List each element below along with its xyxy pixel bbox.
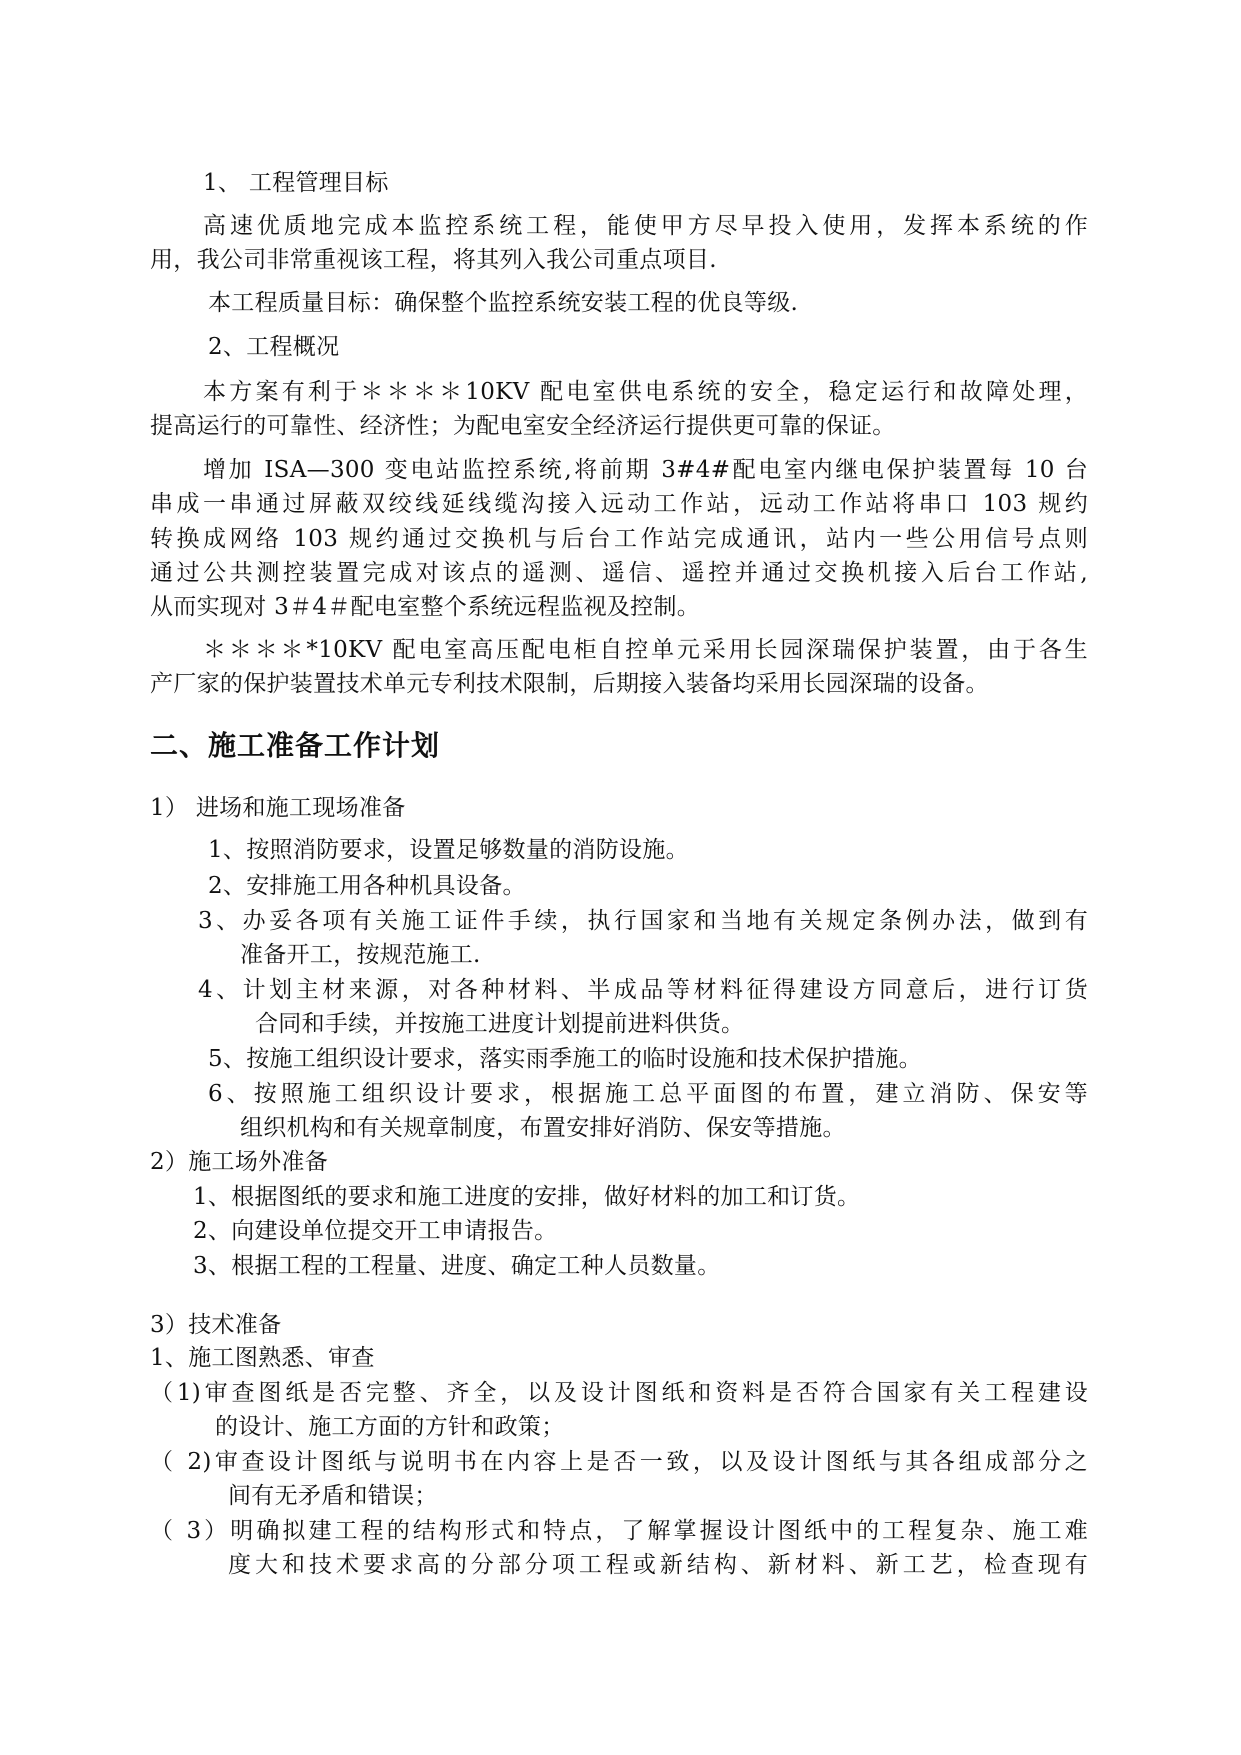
list-item: 2、安排施工用各种机具设备。 [208,873,526,899]
list-item: 5、按施工组织设计要求，落实雨季施工的临时设施和技术保护措施。 [208,1046,922,1072]
item-heading-overview: 2、工程概况 [208,334,340,360]
quality-goal: 本工程质量目标：确保整个监控系统安装工程的优良等级. [208,290,799,316]
list-item-continuation: 合同和手续，并按施工进度计划提前进料供货。 [255,1011,745,1037]
subsection-heading: 2）施工场外准备 [150,1149,329,1175]
item-heading-management-goal: 1、 工程管理目标 [203,170,389,196]
list-item: 3、办妥各项有关施工证件手续，执行国家和当地有关规定条例办法，做到有 [198,908,1088,934]
list-item: 1、施工图熟悉、审查 [150,1345,375,1371]
review-item: （ 2)审查设计图纸与说明书在内容上是否一致，以及设计图纸与其各组成部分之 [150,1449,1088,1475]
list-item: 6、按照施工组织设计要求，根据施工总平面图的布置，建立消防、保安等 [208,1081,1088,1107]
list-item: 1、按照消防要求，设置足够数量的消防设施。 [208,837,689,863]
paragraph-line: 高速优质地完成本监控系统工程，能使甲方尽早投入使用，发挥本系统的作 [203,213,1088,239]
review-item: （1)审查图纸是否完整、齐全，以及设计图纸和资料是否符合国家有关工程建设 [150,1380,1088,1406]
review-item-continuation: 度大和技术要求高的分部分项工程或新结构、新材料、新工艺，检查现有 [228,1552,1088,1578]
paragraph-line: 串成一串通过屏蔽双绞线延线缆沟接入远动工作站，远动工作站将串口 103 规约 [150,491,1088,517]
paragraph-line: 本方案有利于＊＊＊＊10KV 配电室供电系统的安全，稳定运行和故障处理， [203,379,1088,405]
paragraph-line: 转换成网络 103 规约通过交换机与后台工作站完成通讯，站内一些公用信号点则 [150,526,1088,552]
paragraph-line: 从而实现对 3＃4＃配电室整个系统远程监视及控制。 [150,594,701,620]
paragraph-line: 提高运行的可靠性、经济性；为配电室安全经济运行提供更可靠的保证。 [150,413,896,439]
paragraph-line: ＊＊＊＊*10KV 配电室高压配电柜自控单元采用长园深瑞保护装置，由于各生 [203,637,1088,663]
list-item: 3、根据工程的工程量、进度、确定工种人员数量。 [193,1253,721,1279]
paragraph-line: 用，我公司非常重视该工程，将其列入我公司重点项目. [150,247,717,273]
section-title: 二、施工准备工作计划 [150,729,441,762]
subsection-heading: 1） 进场和施工现场准备 [150,795,406,821]
review-item-continuation: 间有无矛盾和错误； [228,1483,438,1509]
review-item-continuation: 的设计、施工方面的方针和政策； [215,1414,565,1440]
list-item: 2、向建设单位提交开工申请报告。 [193,1218,558,1244]
subsection-heading: 3）技术准备 [150,1312,282,1338]
list-item: 4、计划主材来源，对各种材料、半成品等材料征得建设方同意后，进行订货 [198,977,1088,1003]
list-item: 1、根据图纸的要求和施工进度的安排，做好材料的加工和订货。 [193,1184,861,1210]
paragraph-line: 通过公共测控装置完成对该点的遥测、遥信、遥控并通过交换机接入后台工作站, [150,560,1088,586]
list-item-continuation: 准备开工，按规范施工. [240,942,481,968]
list-item-continuation: 组织机构和有关规章制度，布置安排好消防、保安等措施。 [240,1115,846,1141]
paragraph-line: 增加 ISA—300 变电站监控系统,将前期 3#4#配电室内继电保护装置每 10 台 [203,457,1088,483]
review-item: （ 3）明确拟建工程的结构形式和特点，了解掌握设计图纸中的工程复杂、施工难 [150,1518,1088,1544]
paragraph-line: 产厂家的保护装置技术单元专利技术限制，后期接入装备均采用长园深瑞的设备。 [150,671,989,697]
